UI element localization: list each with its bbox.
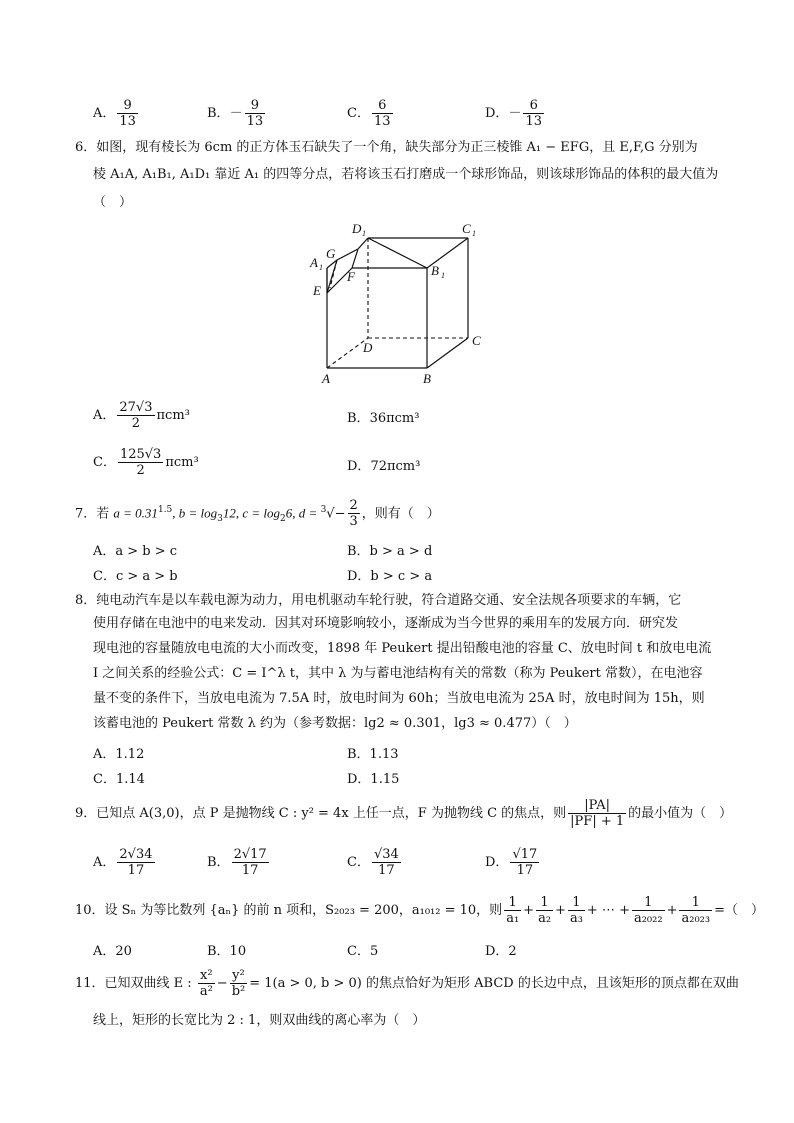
fraction: $\frac{6}{13}$ <box>373 98 391 129</box>
fraction: $\frac{2}{3}$ <box>349 498 358 530</box>
q10-option-a: A．20 <box>93 944 132 959</box>
q10-option-c: C．5 <box>347 944 379 959</box>
q5-option-c: C． $\frac{6}{13}$ <box>347 98 391 129</box>
q10-option-b: B．10 <box>207 944 247 959</box>
label-G: G <box>326 246 336 261</box>
q8-option-d: D．1.15 <box>347 772 400 787</box>
label-C1-sub: 1 <box>472 229 476 238</box>
q8-stem-line6: 该蓄电池的 Peukert 常数 λ 约为（参考数据：lg2 ≈ 0.301，lg3 ≈ 0.477）（ ） <box>93 716 577 731</box>
fraction: $\frac{|PA|}{|PF| + 1}$ <box>570 798 625 829</box>
q8-option-b: B．1.13 <box>347 747 399 762</box>
q8-stem-line1: 8．纯电动汽车是以车载电源为动力，用电机驱动车轮行驶，符合道路交通、安全法规各项要求的车辆，它 <box>75 593 682 608</box>
q6-stem-line2: 棱 A₁A, A₁B₁, A₁D₁ 靠近 A₁ 的四等分点，若将该玉石打磨成一个球形饰品，则该球形饰品的体积的最大值为 <box>93 167 719 182</box>
q6-option-a: A． $\frac{27√3}{2}$ πcm³ <box>93 400 190 431</box>
fraction: $\frac{1}{\text{a₂₀₂₃}}$ <box>681 895 711 926</box>
q7-option-c: C．c > a > b <box>93 569 178 584</box>
fraction: $\frac{√34}{17}$ <box>373 847 399 878</box>
q8-option-a: A．1.12 <box>93 747 145 762</box>
label-D: D <box>363 340 373 355</box>
q6-stem-line3: （ ） <box>93 195 133 210</box>
fraction: $\frac{6}{13}$ <box>525 98 542 129</box>
q8-option-c: C．1.14 <box>93 772 145 787</box>
q5-option-a: A． $\frac{9}{13}$ <box>93 98 136 129</box>
q9-stem: 9．已知点 A(3,0)，点 P 是抛物线 C : y² = 4x 上任一点，F 为抛物线 C 的焦点，则 $\frac{|PA|}{|PF| + 1}$ 的最小值为（ ） <box>75 798 733 829</box>
q6-option-d: D．72πcm³ <box>347 459 421 474</box>
fraction: $\frac{2√17}{17}$ <box>233 847 267 878</box>
fraction: $\frac{9}{13}$ <box>246 98 264 129</box>
q7-option-b: B．b > a > d <box>347 544 433 559</box>
q6-option-b: B．36πcm³ <box>347 411 420 426</box>
fraction: $\frac{27√3}{2}$ <box>119 400 153 431</box>
label-C1: C <box>462 221 471 236</box>
label-A: A <box>322 371 330 386</box>
label-C: C <box>472 333 481 348</box>
q5-option-d: D．－ $\frac{6}{13}$ <box>485 98 542 129</box>
label-D1-sub: 1 <box>362 229 366 238</box>
radical-sign: √ <box>326 506 335 522</box>
q7-option-d: D．b > c > a <box>347 569 433 584</box>
q5-option-b: B．－ $\frac{9}{13}$ <box>207 98 264 129</box>
label-E: E <box>313 283 321 298</box>
q7-option-a: A．a > b > c <box>93 544 178 559</box>
label-B: B <box>423 371 431 386</box>
q8-stem-line4: I 之间关系的经验公式：C = I^λ t，其中 λ 为与蓄电池结构有关的常数（称为 Peukert 常数），在电池容 <box>93 666 703 681</box>
fraction: $\frac{1}{\text{a₁}}$ <box>506 895 520 926</box>
q9-option-b: B． $\frac{2√17}{17}$ <box>207 847 267 878</box>
q8-stem-line5: 量不变的条件下，当放电电流为 7.5A 时，放电时间为 60h；当放电电流为 25A 时，放电时间为 15h，则 <box>93 691 705 706</box>
fraction: $\frac{125√3}{2}$ <box>119 447 162 478</box>
fraction: $\frac{9}{13}$ <box>119 98 136 129</box>
q6-option-c: C． $\frac{125√3}{2}$ πcm³ <box>93 447 199 478</box>
fraction: $\frac{1}{\text{a₂₀₂₂}}$ <box>633 895 663 926</box>
q11-stem-line1: 11．已知双曲线 E : $\frac{\text{x²}}{\text{a²}}$ − $\frac{\text{y²}}{\text{b²}}$ = 1(a > 0, b > 0) 的焦点恰好为矩形 ABCD 的长边中点，且该矩形的顶点都在双曲 <box>75 968 739 999</box>
q9-option-a: A． $\frac{2√34}{17}$ <box>93 847 153 878</box>
label-A1: A <box>310 255 318 270</box>
q8-stem-line2: 使用存储在电池中的电来发动．因其对环境影响较小，逐渐成为当今世界的乘用车的发展方向．研究发 <box>93 616 679 631</box>
label-B1-sub: 1 <box>441 271 445 280</box>
label-F: F <box>347 269 355 284</box>
cube-figure <box>300 218 500 388</box>
fraction: $\frac{\text{y²}}{\text{b²}}$ <box>231 968 246 999</box>
fraction: $\frac{\text{x²}}{\text{a²}}$ <box>199 968 213 999</box>
fraction: $\frac{2√34}{17}$ <box>119 847 153 878</box>
q11-stem-line2: 线上，矩形的长宽比为 2 : 1，则双曲线的离心率为（ ） <box>93 1013 426 1028</box>
q9-option-d: D． $\frac{√17}{17}$ <box>485 847 538 878</box>
q6-stem-line1: 6．如图，现有棱长为 6cm 的正方体玉石缺失了一个角，缺失部分为正三棱锥 A₁ − EFG，且 E,F,G 分别为 <box>75 140 698 155</box>
fraction: $\frac{1}{\text{a₂}}$ <box>538 895 552 926</box>
q10-stem: 10．设 Sₙ 为等比数列 {aₙ} 的前 n 项和，S₂₀₂₃ = 200，a₁₀₁₂ = 10，则 $\frac{1}{\text{a₁}}$ + $\frac{1}{\text{a₂}}$ + $\frac{1}{\text{a₃}}$ + ⋯ + $\frac{1}{\text{a₂₀₂₂}}$ + $\frac{1}{\text{a₂₀₂₃}}$ =（ ） <box>75 895 764 926</box>
q8-stem-line3: 现电池的容量随放电电流的大小而改变，1898 年 Peukert 提出铅酸电池的容量 C、放电时间 t 和放电电流 <box>93 641 712 656</box>
q7-stem: 7．若 $a = 0.31^{1.5}$, $b = \log_312$, $c = \log_26$, d = $^3$√− $\frac{2}{3}$ ，则有（ ） <box>75 498 440 530</box>
fraction: $\frac{√17}{17}$ <box>512 847 538 878</box>
label-B1: B <box>431 263 439 278</box>
fraction: $\frac{1}{\text{a₃}}$ <box>569 895 583 926</box>
q10-option-d: D．2 <box>485 944 517 959</box>
q9-option-c: C． $\frac{√34}{17}$ <box>347 847 399 878</box>
label-D1: D <box>352 221 362 236</box>
label-A1-sub: 1 <box>319 263 323 272</box>
